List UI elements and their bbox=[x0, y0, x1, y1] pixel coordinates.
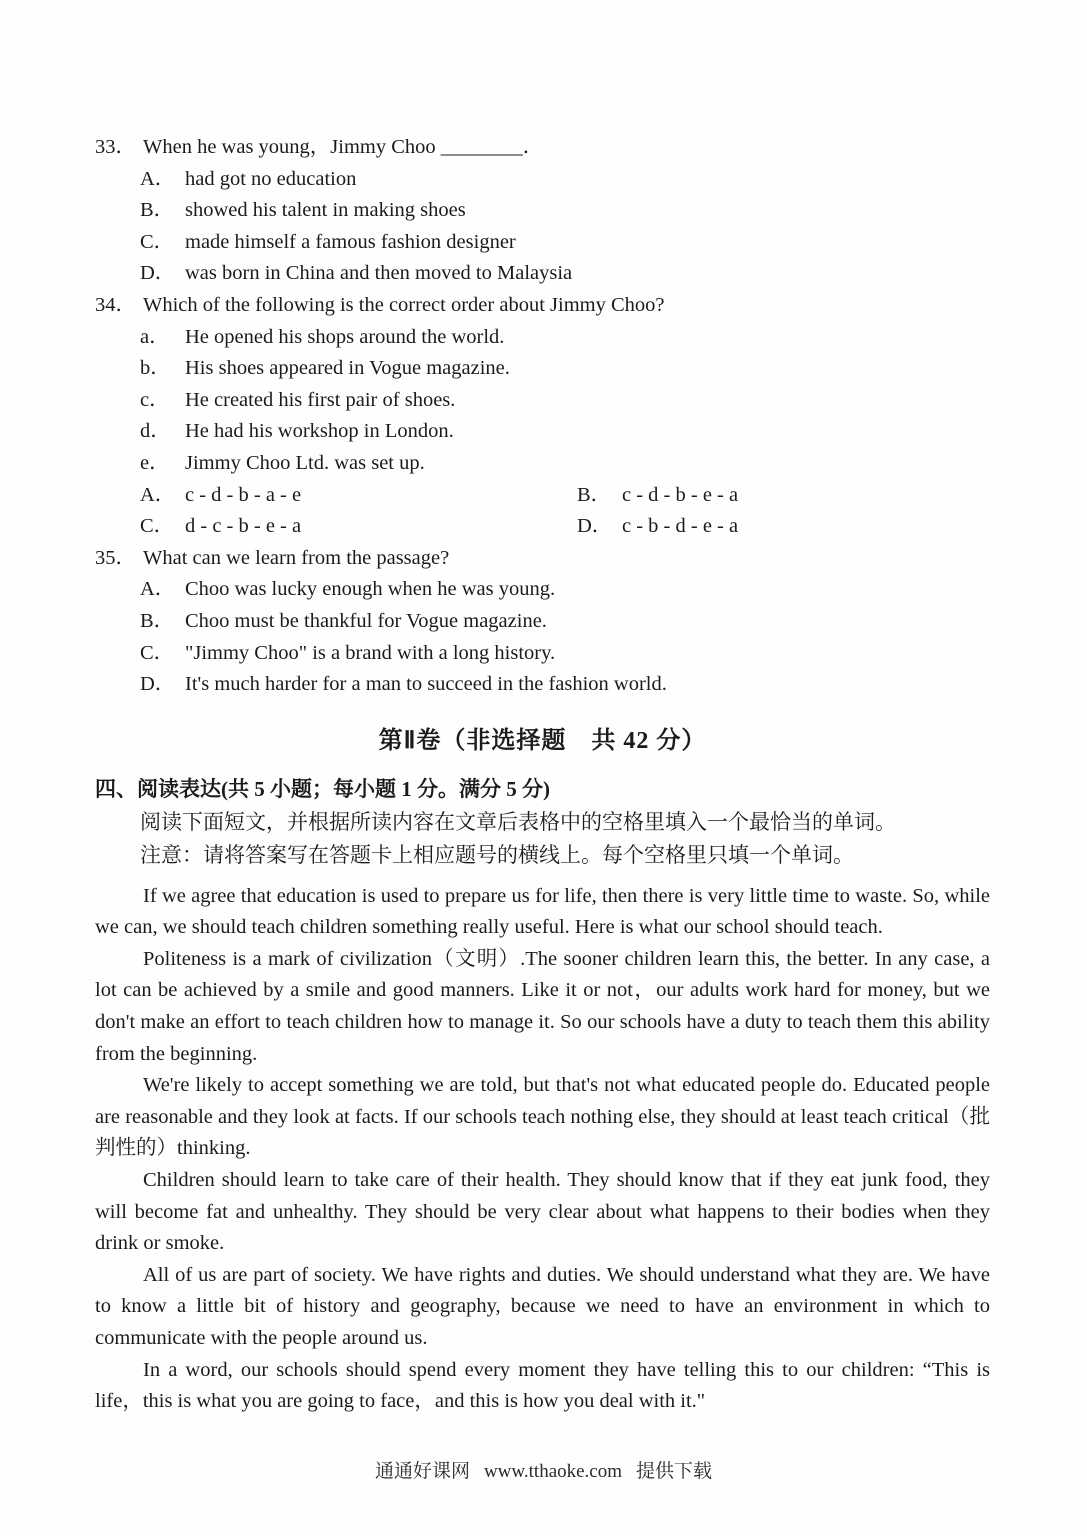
passage-paragraph: Politeness is a mark of civilization（文明）.The sooner children learn this, the better. In any case, a lot can be achieved by a smile and good manners. Like it or not，our adults work hard for money, but we don't make an effort to teach children how to manage it. So our schools have a duty to teach them this ability from the beginning. bbox=[95, 947, 990, 1065]
option-text: "Jimmy Choo" is a brand with a long history. bbox=[185, 641, 556, 664]
option-label: D． bbox=[140, 673, 176, 696]
option-text: Choo must be thankful for Vogue magazine. bbox=[185, 609, 547, 632]
question-35-option-d bbox=[95, 669, 990, 701]
passage-paragraph: Children should learn to take care of their health. They should know that if they eat junk food, they will become fat and unhealthy. They should be very clear about what happens to their bodies when they drink or smoke. bbox=[95, 1169, 990, 1255]
option-label: D． bbox=[577, 515, 613, 538]
passage-paragraph: All of us are part of society. We have rights and duties. We should understand what they are. We have to know a little bit of history and geography, because we need to have an environment in which to communicate with the people around us. bbox=[95, 1263, 990, 1349]
option-label: C． bbox=[140, 515, 175, 538]
question-34 bbox=[95, 290, 990, 543]
footer-suffix: 提供下载 bbox=[636, 1461, 713, 1482]
question-34-item-c bbox=[95, 385, 990, 417]
option-text: had got no education bbox=[185, 167, 357, 190]
question-34-option-a bbox=[140, 480, 577, 512]
question-34-option-d bbox=[577, 511, 738, 543]
footer-url: www.tthaoke.com bbox=[483, 1461, 623, 1482]
question-34-item-a bbox=[95, 322, 990, 354]
question-stem: When he was young，Jimmy Choo ________． bbox=[143, 136, 544, 158]
question-33-option-c bbox=[95, 227, 990, 259]
question-34-item-d bbox=[95, 416, 990, 448]
question-35-option-c bbox=[95, 638, 990, 670]
question-35-option-b bbox=[95, 606, 990, 638]
question-34-option-b bbox=[577, 480, 738, 512]
option-label: B． bbox=[140, 609, 175, 632]
question-35-stem-line bbox=[95, 543, 990, 575]
option-text: c - d - b - a - e bbox=[185, 483, 302, 506]
option-text: showed his talent in making shoes bbox=[185, 199, 466, 222]
question-35-option-a bbox=[95, 574, 990, 606]
section4-heading: 四、阅读表达(共 5 小题；每小题 1 分。满分 5 分) bbox=[95, 776, 550, 801]
option-text: c - b - d - e - a bbox=[622, 515, 739, 538]
question-34-stem-line bbox=[95, 290, 990, 322]
question-34-option-c bbox=[140, 511, 577, 543]
section2-title: 第Ⅱ卷（非选择题 共 42 分） bbox=[378, 727, 707, 754]
question-34-choice-row-2 bbox=[95, 511, 990, 543]
sequence-item-text: Jimmy Choo Ltd. was set up. bbox=[185, 451, 425, 474]
sequence-item-label: a． bbox=[140, 325, 170, 348]
page-footer bbox=[0, 1456, 1087, 1483]
option-label: D． bbox=[140, 262, 176, 285]
question-number: 35． bbox=[95, 546, 136, 569]
sequence-item-label: c． bbox=[140, 388, 170, 411]
option-label: A． bbox=[140, 483, 176, 506]
question-stem: What can we learn from the passage? bbox=[143, 546, 450, 569]
footer-site-name: 通通好课网 bbox=[374, 1461, 470, 1482]
option-text: It's much harder for a man to succeed in the fashion world. bbox=[185, 673, 667, 696]
question-34-choice-row-1 bbox=[95, 480, 990, 512]
option-label: C． bbox=[140, 230, 175, 253]
sequence-item-label: d． bbox=[140, 420, 171, 443]
passage-paragraph: In a word, our schools should spend every moment they have telling this to our children: “This is life，this is what you are going to face，and this is how you deal with it." bbox=[95, 1358, 990, 1413]
question-33-stem-line bbox=[95, 132, 990, 164]
question-stem: Which of the following is the correct order about Jimmy Choo? bbox=[143, 293, 665, 316]
sequence-item-text: His shoes appeared in Vogue magazine. bbox=[185, 357, 510, 380]
question-35 bbox=[95, 543, 990, 701]
section4-instruction-2: 注意：请将答案写在答题卡上相应题号的横线上。每个空格里只填一个单词。 bbox=[140, 842, 854, 867]
option-label: A． bbox=[140, 578, 176, 601]
option-text: c - d - b - e - a bbox=[622, 483, 739, 506]
option-text: was born in China and then moved to Malaysia bbox=[185, 262, 573, 285]
question-33 bbox=[95, 132, 990, 290]
question-33-option-d bbox=[95, 258, 990, 290]
option-text: made himself a famous fashion designer bbox=[185, 230, 516, 253]
option-label: C． bbox=[140, 641, 175, 664]
option-text: d - c - b - e - a bbox=[185, 515, 302, 538]
question-34-item-b bbox=[95, 353, 990, 385]
question-33-option-b bbox=[95, 195, 990, 227]
sequence-item-text: He created his first pair of shoes. bbox=[185, 388, 456, 411]
sequence-item-label: b． bbox=[140, 357, 171, 380]
option-text: Choo was lucky enough when he was young. bbox=[185, 578, 556, 601]
question-number: 33． bbox=[95, 136, 136, 158]
option-label: B． bbox=[577, 483, 612, 506]
question-34-item-e bbox=[95, 448, 990, 480]
option-label: B． bbox=[140, 199, 175, 222]
section4-instruction-1: 阅读下面短文，并根据所读内容在文章后表格中的空格里填入一个最恰当的单词。 bbox=[140, 809, 896, 834]
sequence-item-text: He had his workshop in London. bbox=[185, 420, 454, 443]
option-label: A． bbox=[140, 167, 176, 190]
question-number: 34． bbox=[95, 293, 136, 316]
passage-paragraph: If we agree that education is used to prepare us for life, then there is very little time to waste. So, while we can, we should teach children something really useful. Here is what our school should teach. bbox=[95, 884, 990, 939]
sequence-item-label: e． bbox=[140, 451, 170, 474]
reading-passage bbox=[95, 881, 990, 1418]
passage-paragraph: We're likely to accept something we are told, but that's not what educated people do. Educated people are reasonable and they look at facts. If our schools teach nothing else, they should at least teach critical（批判性的）thinking. bbox=[95, 1074, 990, 1160]
sequence-item-text: He opened his shops around the world. bbox=[185, 325, 505, 348]
question-33-option-a bbox=[95, 164, 990, 196]
